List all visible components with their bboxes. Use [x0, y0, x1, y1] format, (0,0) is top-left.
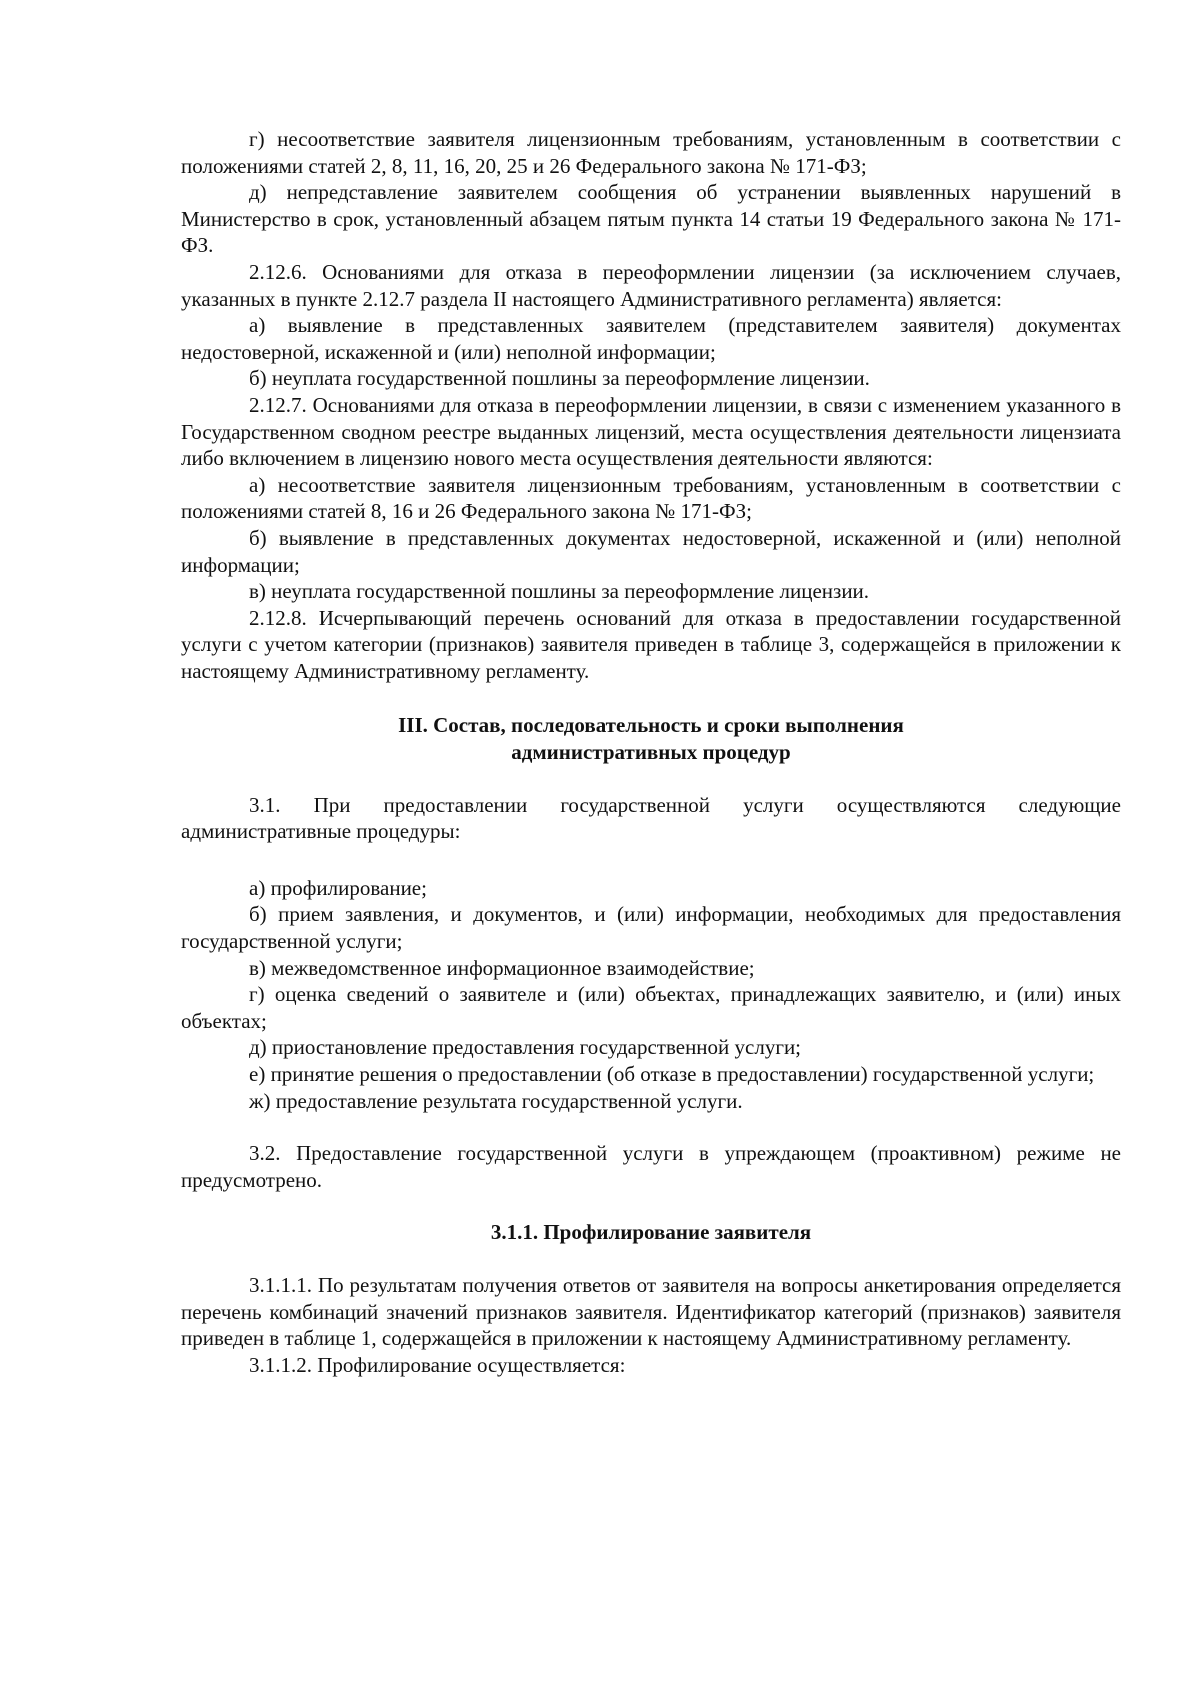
- paragraph-requirements-mismatch: а) несоответствие заявителя лицензионным требованиям, установленным в соответствии с положениями статей 8, 16 и 26 Федерального закона № 171-ФЗ;: [181, 472, 1121, 524]
- list-item-application: б) прием заявления, и документов, и (или) информации, необходимых для предоставления государственной услуги;: [181, 902, 1121, 954]
- paragraph-3-1-1-2: 3.1.1.2. Профилирование осуществляется:: [249, 1352, 626, 1377]
- paragraph-2-12-7: 2.12.7. Основаниями для отказа в переоформлении лицензии, в связи с изменением указанного в Государственном сводном реестре выданных лицензий, места осуществления деятельности лицензиата либо включением в лицензию нового места осуществления деятельности являются:: [181, 392, 1121, 471]
- subsection-heading: 3.1.1. Профилирование заявителя: [490, 1220, 812, 1245]
- list-item-interagency: в) межведомственное информационное взаимодействие;: [249, 955, 755, 980]
- paragraph-invalid-documents: б) выявление в представленных документах недостоверной, искаженной и (или) неполной информации;: [181, 525, 1121, 577]
- spacer: [181, 1114, 1121, 1140]
- paragraph-3-2: 3.2. Предоставление государственной услуги в упреждающем (проактивном) режиме не предусмотрено.: [181, 1141, 1121, 1192]
- paragraph-3-1-1-1: 3.1.1.1. По результатам получения ответов от заявителя на вопросы анкетирования определяется перечень комбинаций значений признаков заявителя. Идентификатор категорий (признаков) заявителя приведен в таблице 1, содержащейся в приложении к настоящему Административному регламенту.: [181, 1272, 1121, 1351]
- spacer: [181, 684, 1121, 712]
- list-item-profiling: а) профилирование;: [249, 875, 427, 900]
- paragraph-3-1: 3.1. При предоставлении государственной услуги осуществляются следующие административные процедуры:: [181, 792, 1121, 844]
- paragraph-2-12-8: 2.12.8. Исчерпывающий перечень оснований для отказа в предоставлении государственной услуги с учетом категории (признаков) заявителя приведен в таблице 3, содержащейся в приложении к настоящему Административному регламенту.: [181, 605, 1121, 683]
- paragraph-unpaid-fee-2: в) неуплата государственной пошлины за переоформление лицензии.: [249, 579, 870, 604]
- list-item-result: ж) предоставление результата государственной услуги.: [249, 1088, 743, 1113]
- list-item-assessment: г) оценка сведений о заявителе и (или) объектах, принадлежащих заявителю, и (или) иных объектах;: [181, 982, 1121, 1033]
- paragraph-violation-report: д) непредставление заявителем сообщения об устранении выявленных нарушений в Министерство в срок, установленный абзацем пятым пункта 14 статьи 19 Федерального закона № 171-ФЗ.: [181, 180, 1121, 258]
- section-heading-line-1: III. Состав, последовательность и сроки выполнения: [398, 713, 904, 738]
- spacer: [181, 1246, 1121, 1272]
- spacer: [181, 1193, 1121, 1219]
- spacer: [181, 845, 1121, 875]
- paragraph-licensing-mismatch: г) несоответствие заявителя лицензионным требованиям, установленным в соответствии с положениями статей 2, 8, 11, 16, 20, 25 и 26 Федерального закона № 171-ФЗ;: [181, 127, 1121, 178]
- document-page: [181, 126, 1121, 1378]
- paragraph-unpaid-fee: б) неуплата государственной пошлины за переоформление лицензии.: [249, 366, 870, 391]
- spacer: [181, 766, 1121, 792]
- section-heading-line-2: административных процедур: [511, 740, 791, 765]
- list-item-decision: е) принятие решения о предоставлении (об отказе в предоставлении) государственной услуги;: [249, 1062, 1095, 1086]
- list-item-suspension: д) приостановление предоставления государственной услуги;: [249, 1035, 802, 1060]
- paragraph-invalid-info: а) выявление в представленных заявителем (представителем заявителя) документах недостоверной, искаженной и (или) неполной информации;: [181, 313, 1121, 364]
- paragraph-2-12-6: 2.12.6. Основаниями для отказа в переоформлении лицензии (за исключением случаев, указанных в пункте 2.12.7 раздела II настоящего Административного регламента) является:: [181, 259, 1121, 311]
